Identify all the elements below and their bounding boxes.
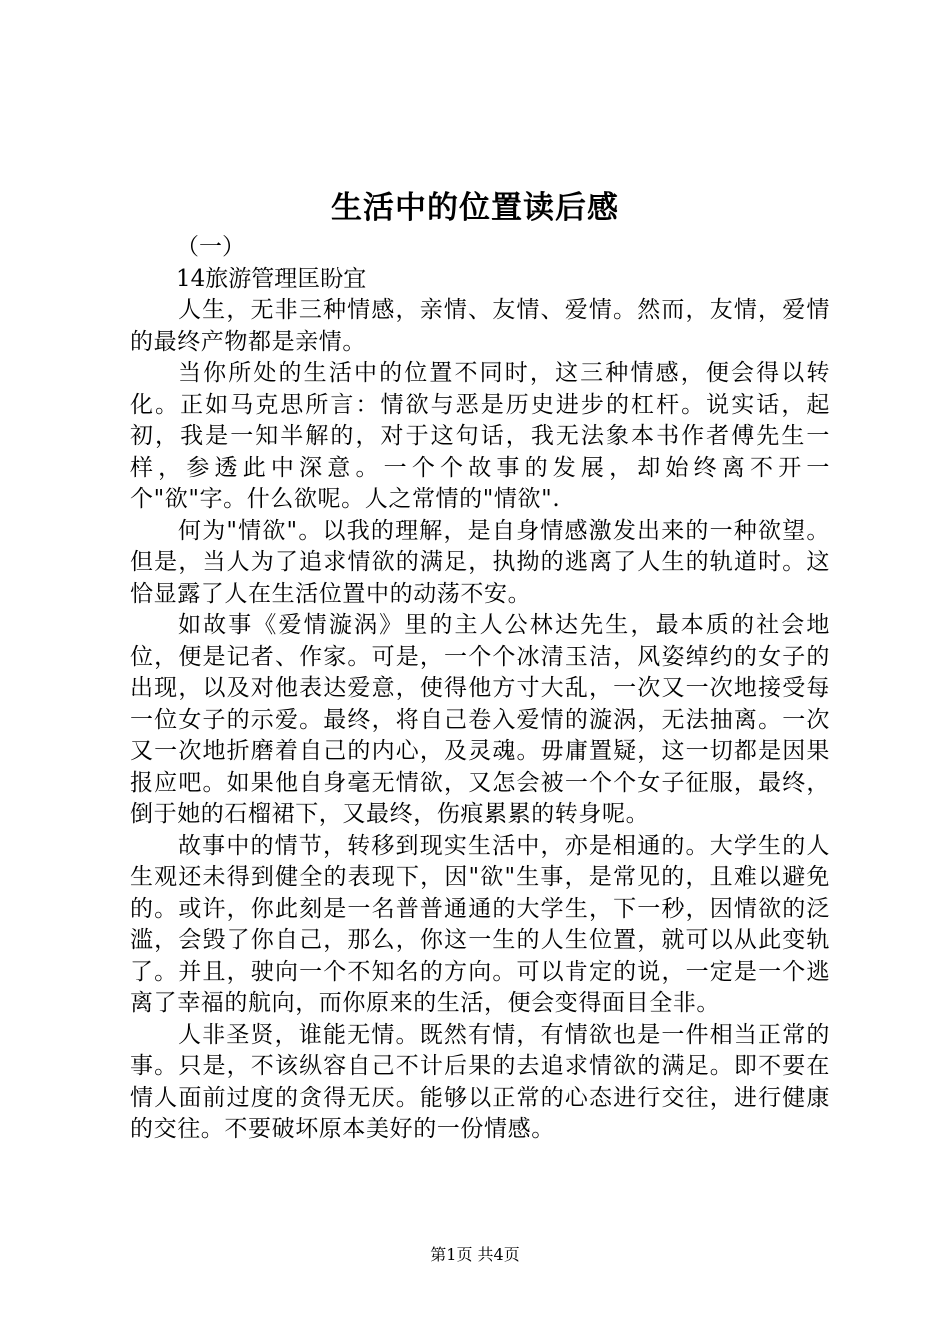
paragraph: 当你所处的生活中的位置不同时，这三种情感，便会得以转化。正如马克思所言：情欲与恶是历史进步的杠杆。说实话，起初，我是一知半解的，对于这句话，我无法象本书作者傅先生一样，参透此中深意。一个个故事的发展，却始终离不开一个"欲"字。什么欲呢。人之常情的"情欲". (130, 360, 830, 512)
paragraph: 何为"情欲"。以我的理解，是自身情感激发出来的一种欲望。但是，当人为了追求情欲的满足，执拗的逃离了人生的轨道时。这恰显露了人在生活位置中的动荡不安。 (130, 517, 830, 607)
paragraph: 如故事《爱情漩涡》里的主人公林达先生，最本质的社会地位，便是记者、作家。可是，一个个冰清玉洁，风姿绰约的女子的出现，以及对他表达爱意，使得他方寸大乱，一次又一次地接受每一位女子的示爱。最终，将自己卷入爱情的漩涡，无法抽离。一次又一次地折磨着自己的内心，及灵魂。毋庸置疑，这一切都是因果报应吧。如果他自身毫无情欲，又怎会被一个个女子征服，最终，倒于她的石榴裙下，又最终，伤痕累累的转身呢。 (130, 612, 830, 827)
author-line: 14旅游管理匡盼宜 (176, 265, 367, 292)
section-marker: （一） (176, 234, 245, 260)
page-footer: 第1页 共4页 (430, 1245, 520, 1264)
paragraph: 人非圣贤，谁能无情。既然有情，有情欲也是一件相当正常的事。只是，不该纵容自己不计后果的去追求情欲的满足。即不要在情人面前过度的贪得无厌。能够以正常的心态进行交往，进行健康的交往。不要破坏原本美好的一份情感。 (130, 1021, 830, 1142)
paragraph: 故事中的情节，转移到现实生活中，亦是相通的。大学生的人生观还未得到健全的表现下，因"欲"生事，是常见的，且难以避免的。或许，你此刻是一名普普通通的大学生，下一秒，因情欲的泛滥，会毁了你自己，那么，你这一生的人生位置，就可以从此变轨了。并且，驶向一个不知名的方向。可以肯定的说，一定是一个逃离了幸福的航向，而你原来的生活，便会变得面目全非。 (130, 832, 830, 1016)
paragraph: 人生，无非三种情感，亲情、友情、爱情。然而，友情，爱情的最终产物都是亲情。 (130, 297, 830, 355)
document-title: 生活中的位置读后感 (331, 190, 619, 226)
document-body (130, 232, 830, 1146)
